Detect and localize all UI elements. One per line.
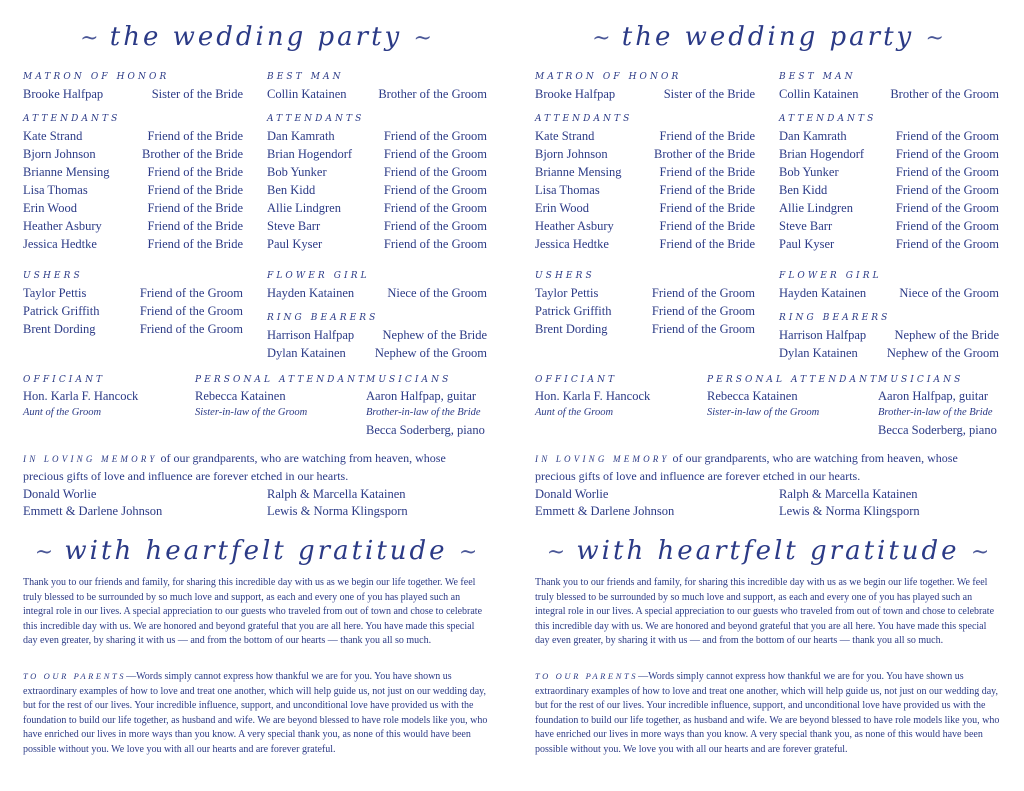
ring-bearers-label: RING BEARERS <box>267 313 379 323</box>
list-item <box>23 85 243 103</box>
person-relation: Friend of the Bride <box>659 237 755 251</box>
ring-bearers-list <box>779 326 999 362</box>
person-name: Steve Barr <box>779 219 833 233</box>
list-item <box>779 85 999 103</box>
officiant-label: OFFICIANT <box>23 375 106 385</box>
wedding-party-heading <box>535 22 1001 52</box>
list-item <box>535 199 755 217</box>
memory-name: Donald Worlie <box>23 487 97 501</box>
person-relation: Friend of the Groom <box>139 304 243 318</box>
person-relation: Friend of the Groom <box>895 129 999 143</box>
program-panel-right <box>535 0 1001 791</box>
groom-attendants-list <box>779 127 999 253</box>
person-name: Lisa Thomas <box>23 183 88 197</box>
person-relation: Friend of the Bride <box>659 201 755 215</box>
person-relation: Friend of the Groom <box>383 219 487 233</box>
person-name: Kate Strand <box>23 129 83 143</box>
person-name: Taylor Pettis <box>535 286 599 300</box>
person-name: Patrick Griffith <box>535 304 612 318</box>
best-man-row <box>779 85 999 103</box>
parents-text: —Words simply cannot express how thankful we are for you. You have shown us extraordinary examples of how to love and treat one another, which will help guide us, not just on our wedding day, but for the rest of our lives. Your incredible influence, support, and unconditional love have provided us with the foundation to build our life together, as husband and wife. We are beyond blessed to have role models like you, who have enriched our lives in more ways than you know. A very special thank you, as none of this would have been possible without you. We love you with all our hearts and are forever grateful. <box>535 671 1000 755</box>
list-item <box>23 284 243 302</box>
person-name: Allie Lindgren <box>267 201 341 215</box>
memory-text: of our grandparents, who are watching from heaven, whose precious gifts of love and influence are forever etched in our hearts. <box>535 451 958 483</box>
wedding-party-heading-text: the wedding party <box>621 22 915 52</box>
person-relation: Brother of the Groom <box>890 87 999 101</box>
list-item <box>779 284 999 302</box>
ushers-list <box>535 284 755 338</box>
person-relation: Friend of the Groom <box>895 165 999 179</box>
person-relation: Friend of the Bride <box>659 165 755 179</box>
list-item <box>535 302 755 320</box>
person-relation: Friend of the Groom <box>895 237 999 251</box>
person-relation: Sister of the Bride <box>663 87 755 101</box>
in-loving-memory <box>535 450 1001 485</box>
parents-paragraph <box>535 669 1001 757</box>
list-item <box>267 344 487 362</box>
list-item <box>23 163 243 181</box>
person-relation: Friend of the Bride <box>659 219 755 233</box>
person-name: Brianne Mensing <box>23 165 110 179</box>
person-relation: Friend of the Bride <box>147 219 243 233</box>
memory-name: Lewis & Norma Klingsporn <box>267 504 408 518</box>
person-name: Bob Yunker <box>779 165 839 179</box>
person-name: Heather Asbury <box>535 219 614 233</box>
list-item <box>267 145 487 163</box>
gratitude-heading-text: with heartfelt gratitude <box>64 536 448 566</box>
musician-relation: Brother-in-law of the Bride <box>878 407 993 418</box>
thanks-paragraph: Thank you to our friends and family, for sharing this incredible day with us as we begin our life together. We feel truly blessed to be surrounded by so much love and support, as each and every one of you has played such an integral role in our lives. A special appreciation to our guests who traveled from out of town and chose to celebrate this incredible day with us. We are honored and beyond grateful that you are all here. You have made this special day even greater, by sharing it with us — and from the bottom of our hearts — thank you all so much. <box>23 577 483 646</box>
list-item <box>779 235 999 253</box>
person-name: Allie Lindgren <box>779 201 853 215</box>
flourish-icon: ~ <box>80 26 99 51</box>
person-name: Erin Wood <box>23 201 77 215</box>
list-item <box>535 217 755 235</box>
person-relation: Nephew of the Bride <box>382 328 487 342</box>
person-name: Brooke Halfpap <box>535 87 616 101</box>
list-item <box>267 181 487 199</box>
person-relation: Friend of the Groom <box>895 147 999 161</box>
memory-name: Emmett & Darlene Johnson <box>535 504 675 518</box>
person-relation: Friend of the Groom <box>651 304 755 318</box>
person-name: Taylor Pettis <box>23 286 87 300</box>
person-relation: Friend of the Groom <box>895 183 999 197</box>
matron-label: MATRON OF HONOR <box>535 72 682 82</box>
officiant-label: OFFICIANT <box>535 375 618 385</box>
flourish-icon: ~ <box>34 540 54 565</box>
list-item <box>535 320 755 338</box>
list-item <box>779 145 999 163</box>
ushers-label: USHERS <box>23 271 83 281</box>
person-relation: Friend of the Groom <box>383 183 487 197</box>
person-name: Ben Kidd <box>267 183 316 197</box>
person-relation: Brother of the Bride <box>653 147 755 161</box>
person-name: Harrison Halfpap <box>779 328 867 342</box>
person-name: Bjorn Johnson <box>23 147 96 161</box>
list-item <box>267 217 487 235</box>
flower-girl-list <box>267 284 487 302</box>
ring-bearers-list <box>267 326 487 362</box>
person-relation: Nephew of the Groom <box>374 346 487 360</box>
memory-name: Lewis & Norma Klingsporn <box>779 504 920 518</box>
person-relation: Friend of the Bride <box>659 183 755 197</box>
memory-label: IN LOVING MEMORY <box>23 454 158 464</box>
person-relation: Nephew of the Bride <box>894 328 999 342</box>
personal-attendant-relation: Sister-in-law of the Groom <box>707 407 820 418</box>
person-relation: Friend of the Groom <box>383 237 487 251</box>
person-name: Brian Hogendorf <box>779 147 865 161</box>
person-name: Brooke Halfpap <box>23 87 104 101</box>
musicians-label: MUSICIANS <box>366 375 452 385</box>
musician-name: Aaron Halfpap, guitar <box>366 389 477 403</box>
list-item <box>23 145 243 163</box>
person-relation: Friend of the Groom <box>895 219 999 233</box>
list-item <box>23 320 243 338</box>
person-relation: Friend of the Bride <box>147 183 243 197</box>
best-man-label: BEST MAN <box>267 72 344 82</box>
person-relation: Friend of the Groom <box>895 201 999 215</box>
list-item <box>535 145 755 163</box>
gratitude-heading <box>535 536 1001 566</box>
list-item <box>23 235 243 253</box>
parents-label: TO OUR PARENTS <box>535 671 639 681</box>
list-item <box>535 127 755 145</box>
bride-attendants-label: ATTENDANTS <box>23 114 121 124</box>
person-name: Brian Hogendorf <box>267 147 353 161</box>
person-relation: Friend of the Bride <box>147 237 243 251</box>
list-item <box>779 217 999 235</box>
flower-girl-label: FLOWER GIRL <box>779 271 882 281</box>
personal-attendant-name: Rebecca Katainen <box>707 389 798 403</box>
memory-text: of our grandparents, who are watching from heaven, whose precious gifts of love and influence are forever etched in our hearts. <box>23 451 446 483</box>
person-name: Brent Dording <box>535 322 608 336</box>
parents-text: —Words simply cannot express how thankful we are for you. You have shown us extraordinary examples of how to love and treat one another, which will help guide us, not just on our wedding day, but for the rest of our lives. Your incredible influence, support, and unconditional love have provided us with the foundation to build our life together, as husband and wife. We are beyond blessed to have role models like you, who have enriched our lives in more ways than you know. A very special thank you, as none of this would have been possible without you. We love you with all our hearts and are forever grateful. <box>23 671 488 755</box>
officiant-name: Hon. Karla F. Hancock <box>23 389 139 403</box>
list-item <box>535 181 755 199</box>
list-item <box>267 163 487 181</box>
ushers-list <box>23 284 243 338</box>
wedding-party-heading <box>23 22 489 52</box>
groom-attendants-label: ATTENDANTS <box>779 114 877 124</box>
person-name: Jessica Hedtke <box>535 237 609 251</box>
person-relation: Friend of the Bride <box>659 129 755 143</box>
musician-name: Becca Soderberg, piano <box>878 423 997 437</box>
list-item <box>267 199 487 217</box>
gratitude-heading <box>23 536 489 566</box>
person-name: Heather Asbury <box>23 219 102 233</box>
person-name: Collin Katainen <box>267 87 347 101</box>
personal-attendant-label: PERSONAL ATTENDANT <box>195 375 368 385</box>
list-item <box>535 85 755 103</box>
list-item <box>23 302 243 320</box>
list-item <box>23 127 243 145</box>
person-relation: Friend of the Groom <box>383 201 487 215</box>
memory-name: Donald Worlie <box>535 487 609 501</box>
matron-label: MATRON OF HONOR <box>23 72 170 82</box>
person-name: Erin Wood <box>535 201 589 215</box>
memory-name: Ralph & Marcella Katainen <box>267 487 406 501</box>
person-name: Paul Kyser <box>779 237 835 251</box>
memory-label: IN LOVING MEMORY <box>535 454 670 464</box>
matron-row <box>23 85 243 103</box>
officiant-relation: Aunt of the Groom <box>535 407 614 418</box>
person-relation: Friend of the Groom <box>651 286 755 300</box>
person-relation: Friend of the Groom <box>383 147 487 161</box>
ring-bearers-label: RING BEARERS <box>779 313 891 323</box>
memory-name: Ralph & Marcella Katainen <box>779 487 918 501</box>
person-name: Dan Kamrath <box>779 129 847 143</box>
thanks-paragraph: Thank you to our friends and family, for sharing this incredible day with us as we begin our life together. We feel truly blessed to be surrounded by so much love and support, as each and every one of you has played such an integral role in our lives. A special appreciation to our guests who traveled from out of town and chose to celebrate this incredible day with us. We are honored and beyond grateful that you are all here. You have made this special day even greater, by sharing it with us — and from the bottom of our hearts — thank you all so much. <box>535 577 995 646</box>
person-relation: Friend of the Bride <box>147 201 243 215</box>
musician-name: Aaron Halfpap, guitar <box>878 389 989 403</box>
personal-attendant-label: PERSONAL ATTENDANT <box>707 375 880 385</box>
person-name: Ben Kidd <box>779 183 828 197</box>
list-item <box>23 199 243 217</box>
person-name: Bjorn Johnson <box>535 147 608 161</box>
program-panel-left <box>23 0 489 791</box>
flourish-icon: ~ <box>970 540 990 565</box>
bride-attendants-list <box>535 127 755 253</box>
person-name: Brianne Mensing <box>535 165 622 179</box>
list-item <box>535 235 755 253</box>
musician-name: Becca Soderberg, piano <box>366 423 485 437</box>
person-relation: Sister of the Bride <box>151 87 243 101</box>
person-name: Collin Katainen <box>779 87 859 101</box>
person-name: Hayden Katainen <box>779 286 867 300</box>
personal-attendant-name: Rebecca Katainen <box>195 389 286 403</box>
person-name: Dan Kamrath <box>267 129 335 143</box>
bride-attendants-label: ATTENDANTS <box>535 114 633 124</box>
person-name: Dylan Katainen <box>779 346 858 360</box>
person-relation: Brother of the Bride <box>141 147 243 161</box>
flourish-icon: ~ <box>413 26 432 51</box>
person-relation: Niece of the Groom <box>899 286 999 300</box>
best-man-label: BEST MAN <box>779 72 856 82</box>
list-item <box>779 181 999 199</box>
list-item <box>535 284 755 302</box>
person-name: Lisa Thomas <box>535 183 600 197</box>
best-man-row <box>267 85 487 103</box>
officiant-relation: Aunt of the Groom <box>23 407 102 418</box>
person-name: Bob Yunker <box>267 165 327 179</box>
flourish-icon: ~ <box>592 26 611 51</box>
flourish-icon: ~ <box>546 540 566 565</box>
person-relation: Friend of the Groom <box>139 322 243 336</box>
person-name: Patrick Griffith <box>23 304 100 318</box>
list-item <box>779 326 999 344</box>
parents-label: TO OUR PARENTS <box>23 671 127 681</box>
list-item <box>535 163 755 181</box>
officiant-name: Hon. Karla F. Hancock <box>535 389 651 403</box>
gratitude-heading-text: with heartfelt gratitude <box>576 536 960 566</box>
person-name: Harrison Halfpap <box>267 328 355 342</box>
person-relation: Friend of the Groom <box>383 165 487 179</box>
bride-attendants-list <box>23 127 243 253</box>
wedding-party-heading-text: the wedding party <box>109 22 403 52</box>
flower-girl-list <box>779 284 999 302</box>
in-loving-memory <box>23 450 489 485</box>
list-item <box>267 326 487 344</box>
list-item <box>267 235 487 253</box>
musician-relation: Brother-in-law of the Bride <box>366 407 481 418</box>
person-relation: Friend of the Bride <box>147 129 243 143</box>
list-item <box>779 163 999 181</box>
groom-attendants-list <box>267 127 487 253</box>
person-relation: Nephew of the Groom <box>886 346 999 360</box>
person-relation: Friend of the Groom <box>139 286 243 300</box>
person-name: Jessica Hedtke <box>23 237 97 251</box>
parents-paragraph <box>23 669 489 757</box>
person-name: Steve Barr <box>267 219 321 233</box>
list-item <box>267 85 487 103</box>
list-item <box>779 199 999 217</box>
ushers-label: USHERS <box>535 271 595 281</box>
person-name: Kate Strand <box>535 129 595 143</box>
matron-row <box>535 85 755 103</box>
list-item <box>267 127 487 145</box>
list-item <box>23 181 243 199</box>
person-relation: Brother of the Groom <box>378 87 487 101</box>
flourish-icon: ~ <box>458 540 478 565</box>
person-relation: Friend of the Bride <box>147 165 243 179</box>
person-name: Hayden Katainen <box>267 286 355 300</box>
person-relation: Friend of the Groom <box>383 129 487 143</box>
person-name: Paul Kyser <box>267 237 323 251</box>
flourish-icon: ~ <box>925 26 944 51</box>
person-relation: Friend of the Groom <box>651 322 755 336</box>
musicians-label: MUSICIANS <box>878 375 964 385</box>
flower-girl-label: FLOWER GIRL <box>267 271 370 281</box>
person-name: Brent Dording <box>23 322 96 336</box>
groom-attendants-label: ATTENDANTS <box>267 114 365 124</box>
person-name: Dylan Katainen <box>267 346 346 360</box>
person-relation: Niece of the Groom <box>387 286 487 300</box>
memory-name: Emmett & Darlene Johnson <box>23 504 163 518</box>
personal-attendant-relation: Sister-in-law of the Groom <box>195 407 308 418</box>
list-item <box>23 217 243 235</box>
list-item <box>267 284 487 302</box>
list-item <box>779 127 999 145</box>
list-item <box>779 344 999 362</box>
